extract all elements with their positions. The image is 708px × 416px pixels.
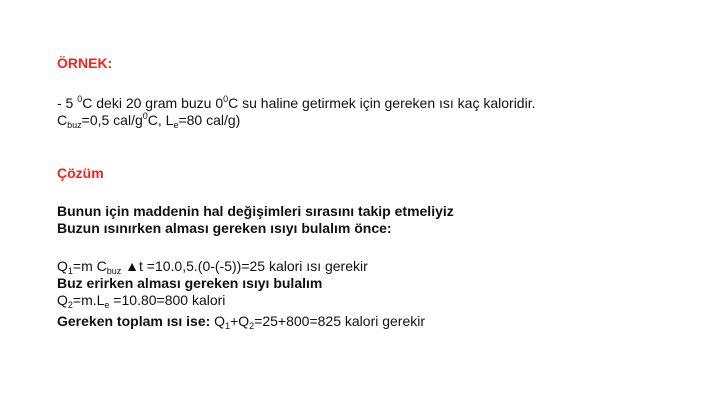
solution-step-heating: Buzun ısınırken alması gereken ısıyı bulalım önce:	[57, 220, 392, 236]
solution-step-intro: Bunun için maddenin hal değişimleri sırasını takip etmeliyiz	[57, 203, 454, 219]
question-line: - 5 $^0$C deki 20 gram buzu $0^0C$ su haline getirmek için gereken ısı kaç kaloridir.	[57, 94, 536, 111]
example-heading: ÖRNEK:	[57, 55, 113, 71]
q1-equation: $Q_1=m$ $C_{buz}$ ▲t =10.0,5.(0-(-5))=25 kalori ısı gerekir	[57, 258, 368, 276]
given-data-line: $C_{buz}=0,5$ cal/$g^0C$, $L_e=80$ cal/g)	[57, 111, 241, 130]
q2-equation: $Q_2=m.L_e =10.80=800$ kalori	[57, 292, 226, 310]
total-label: Gereken toplam ısı ise:	[57, 313, 211, 329]
total-heat-line: Gereken toplam ısı ise: $Q_1+Q_2=25+800=825$ kalori gerekir	[57, 313, 426, 331]
solution-heading: Çözüm	[57, 165, 104, 181]
solution-step-melting: Buz erirken alması gereken ısıyı bulalım	[57, 275, 323, 291]
